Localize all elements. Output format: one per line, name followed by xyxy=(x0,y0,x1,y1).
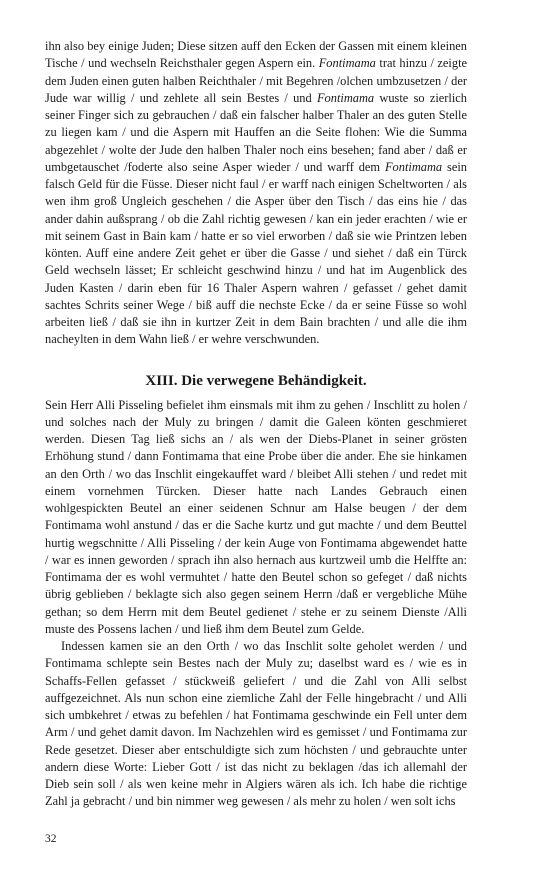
text-run: sein falsch Geld für die Füsse. Dieser nicht faul / er warff nach einigen Scheltworten / als wen ihm groß Ungleich geschehen / die Asper über den Tisch / das eins hie / das ander dahin außsprang / ob die Zahl richtig gewesen / kan ein jeder erachten / wie er mit seinem Gast in Bain kam / hatte er so viel erworben / daß sie wie Printzen leben könten. Auff eine andere Zeit gehet er über die Gasse / und siehet / daß ein Türck Geld wechseln lässet; Er schleicht geschwind hinzu / und hat im Augenblick des Juden Kasten / darin eben für 16 Thaler Aspern wahren / gefasset / gehet damit sachtes Schrits seiner Wege / biß auff die nechste Ecke / da er seine Füsse so wohl arbeiten ließ / daß sie ihn in kurtzer Zeit in dem Bain brachten / und alle die ihm nacheylten in dem Wahn ließ / er wehre verschwunden. xyxy=(45,159,467,347)
book-page xyxy=(45,38,467,811)
body-paragraph xyxy=(45,38,467,349)
italic-name: Fontimama xyxy=(318,56,376,71)
italic-name: Fontimama xyxy=(316,90,375,105)
body-paragraph: Indessen kamen sie an den Orth / wo das Inschlit solte geholet werden / und Fontimama schlepte sein Bestes nach der Muly zu; daselbst ward es / wie es in Schaffs-Fellen gefasset / stückweiß geliefert / und die Zahl von Alli selbst auffgezeichnet. Als nun schon eine ziemliche Zahl der Felle hingebracht / und Alli sich umbkehret / etwas zu befehlen / hat Fontimama geschwinde ein Fell unter dem Arm / und gehet damit davon. Im Nachzehlen wird es gemisset / und Fontimama zur Rede gesetzet. Dieser aber entschuldigte sich zum höchsten / und gebrauchte unter andern diese Worte: Lieber Gott / ist das nicht zu beklagen /das ich allemahl der Dieb sein soll / als wen keine mehr in Algiers wären als ich. Ich habe die richtige Zahl ja gebracht / und bin nimmer weg gewesen / als mehr zu holen / wen solt ichs xyxy=(45,639,467,809)
italic-name: Fontimama xyxy=(384,159,443,174)
page-number: 32 xyxy=(45,833,57,845)
section-heading: XIII. Die verwegene Behändigkeit. xyxy=(145,372,367,389)
text-run: trat hinzu / zeigte dem Juden einen guten halben Reichthaler / mit Begehren /olchen umbzusetzen / der Jude war willig / und zehlete all sein Bestes / und xyxy=(45,56,468,105)
text-run: wuste so zierlich seiner Finger sich zu gebrauchen / daß ein falscher halber Thaler an des guten Stelle zu liegen kam / und die Aspern mit Hauffen an die Seite flohen: Wie die Summa abgezehlet / wolte der Jude den halben Thaler noch eins besehen; fand aber / daß er umbgetauschet /foderte also seine Asper wieder / und warff dem xyxy=(45,90,467,174)
text-run: ihn also bey einige Juden; Diese sitzen auff den Ecken der Gassen mit einem kleinen Tische / und wechseln Reichsthaler gegen Aspern ein. xyxy=(45,39,467,71)
body-paragraph: Sein Herr Alli Pisseling befielet ihm einsmals mit ihm zu gehen / Inschlitt zu holen / und solches nach der Muly zu bringen / damit die Galeen könten geschmieret werden. Diesen Tag ließ sichs an / als wen der Diebs-Planet in seiner grösten Erhöhung stund / dann Fontimama that eine Probe über die ander. Ehe sie hinkamen an den Orth / wo das Inschlit eingekauffet ward / bleibet Alli stehen / und redet mit einem vornehmen Türcken. Dieser hatte nach Landes Gebrauch einen wohlgespickten Beutel an einer seidenen Schnur am Halse beugen / der dem Fontimama wohl anstund / das er die Sache kurtz und gut machte / und dem Beuttel hurtig wegschnitte / Alli Pisseling / der kein Auge von Fontimama abgewendet hatte / war es innen geworden / sprach ihn also hernach aus kurtzweil umb die Helffte an: Fontimama der es wohl vermuhtet / hatte den Beutel schon so gefeget / daß nichts übrig geblieben / beklagte sich also gegen seinem Herrn /daß er vergebliche Mühe gethan; so dem Herrn mit dem Beutel gedienet / stehe er zu seinem Dienste /Alli muste des Possens lachen / und ließ ihm dem Beutel zum Gelde. xyxy=(45,397,467,636)
